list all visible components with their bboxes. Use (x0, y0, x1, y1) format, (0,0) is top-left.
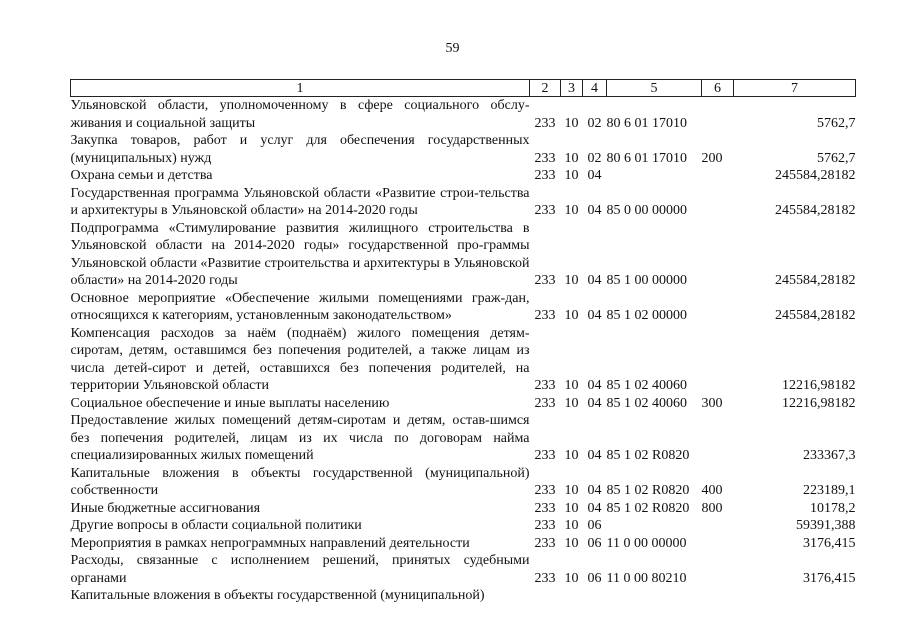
row-expense-type: 200 (701, 150, 723, 166)
row-section-code: 10 (564, 395, 579, 411)
row-amount (734, 587, 856, 605)
table-row (71, 465, 856, 500)
table-row (71, 517, 856, 535)
table-row (71, 535, 856, 553)
table-row (71, 220, 856, 290)
row-section-code: 10 (564, 150, 579, 166)
row-expense-type (702, 412, 734, 465)
row-target-code: 85 1 02 R0820 (606, 500, 690, 516)
table-row (71, 500, 856, 518)
row-section-code (561, 587, 583, 605)
header-col-3: 3 (561, 80, 583, 97)
table-row (71, 395, 856, 413)
row-description: Компенсация расходов за наём (поднаём) жилого помещения детям-сиротам, детям, оставшимся без попечения родителей, а также лицам из числа детей-сирот и детей, оставшихся без попечения родителей, на территории Ульяновской области (70, 325, 530, 393)
row-amount: 5762,7 (817, 150, 856, 166)
row-subsection-code: 04 (587, 395, 602, 411)
row-amount: 245584,28182 (775, 168, 856, 183)
header-col-7: 7 (734, 80, 856, 97)
row-expense-type: 400 (701, 483, 723, 498)
row-description: Мероприятия в рамках непрограммных направлений деятельности (70, 535, 470, 551)
row-description: Иные бюджетные ассигнования (70, 500, 261, 516)
row-expense-type (702, 97, 734, 133)
row-section-code: 10 (564, 168, 579, 183)
row-expense-type (702, 535, 734, 553)
row-amount: 223189,1 (803, 483, 856, 498)
row-section-code: 10 (564, 448, 579, 463)
row-description: Другие вопросы в области социальной политики (70, 518, 362, 533)
row-ministry-code: 233 (534, 150, 556, 166)
row-description: Подпрограмма «Стимулирование развития жилищного строительства в Ульяновской области на 2014-2020 годы» государственной про-граммы Ульяновской области «Развитие строительства и архитектуры в Ульяновской области» на 2014-2020 годы (70, 220, 530, 288)
row-target-code (607, 167, 702, 185)
row-expense-type: 300 (701, 395, 723, 411)
row-section-code: 10 (564, 535, 579, 551)
row-expense-type (702, 220, 734, 290)
row-ministry-code: 233 (534, 115, 556, 131)
row-ministry-code: 233 (534, 168, 556, 183)
row-expense-type (702, 552, 734, 587)
row-ministry-code (530, 587, 561, 605)
row-ministry-code: 233 (534, 203, 556, 218)
row-description: Государственная программа Ульяновской области «Развитие строи-тельства и архитектуры в Ульяновской области» на 2014-2020 годы (70, 185, 530, 218)
row-expense-type: 800 (701, 500, 723, 516)
row-ministry-code: 233 (534, 535, 556, 551)
row-target-code: 85 1 02 00000 (606, 308, 687, 323)
row-section-code: 10 (564, 518, 579, 533)
header-col-6: 6 (702, 80, 734, 97)
row-ministry-code: 233 (534, 483, 556, 498)
row-subsection-code: 06 (587, 518, 602, 533)
row-section-code: 10 (564, 483, 579, 498)
header-col-2: 2 (530, 80, 561, 97)
row-amount: 245584,28182 (775, 308, 856, 323)
table-header-row (71, 80, 856, 97)
row-section-code: 10 (564, 273, 579, 288)
row-description: Капитальные вложения в объекты государственной (муниципальной) собственности (70, 465, 530, 498)
header-col-4: 4 (583, 80, 607, 97)
table-row (71, 132, 856, 167)
row-subsection-code: 02 (587, 115, 602, 131)
row-section-code: 10 (564, 570, 579, 586)
row-expense-type (702, 325, 734, 395)
table-row (71, 290, 856, 325)
row-ministry-code: 233 (534, 273, 556, 288)
row-amount: 10178,2 (810, 500, 856, 516)
header-col-1: 1 (71, 80, 530, 97)
row-description: Охрана семьи и детства (70, 168, 213, 183)
row-expense-type (702, 185, 734, 220)
row-subsection-code: 02 (587, 150, 602, 166)
row-ministry-code: 233 (534, 448, 556, 463)
row-description: Ульяновской области, уполномоченному в сфере социального обслу-живания и социальной защиты (70, 98, 530, 131)
row-expense-type (702, 290, 734, 325)
row-target-code: 11 0 00 00000 (606, 535, 687, 551)
budget-table (70, 79, 856, 605)
row-target-code: 11 0 00 80210 (606, 570, 687, 586)
row-subsection-code: 06 (587, 570, 602, 586)
row-section-code: 10 (564, 500, 579, 516)
row-amount: 5762,7 (817, 115, 856, 131)
row-description: Закупка товаров, работ и услуг для обеспечения государственных (муниципальных) нужд (70, 133, 530, 166)
table-row (71, 587, 856, 605)
row-subsection-code: 04 (587, 308, 602, 323)
row-amount: 59391,388 (796, 518, 856, 533)
row-target-code: 85 1 00 00000 (606, 273, 687, 288)
row-ministry-code: 233 (534, 570, 556, 586)
row-expense-type (702, 587, 734, 605)
row-subsection-code: 04 (587, 273, 602, 288)
row-amount: 12216,98182 (782, 395, 856, 411)
row-ministry-code: 233 (534, 500, 556, 516)
row-section-code: 10 (564, 378, 579, 393)
table-row (71, 412, 856, 465)
row-amount: 12216,98182 (782, 378, 856, 393)
row-expense-type (702, 167, 734, 185)
row-target-code: 85 1 02 R0820 (606, 483, 690, 498)
row-expense-type (702, 517, 734, 535)
row-ministry-code: 233 (534, 518, 556, 533)
row-amount: 233367,3 (803, 448, 856, 463)
row-section-code: 10 (564, 308, 579, 323)
row-subsection-code: 04 (587, 483, 602, 498)
row-target-code: 80 6 01 17010 (606, 150, 687, 166)
header-col-5: 5 (607, 80, 702, 97)
row-description: Капитальные вложения в объекты государственной (муниципальной) (70, 588, 485, 603)
row-target-code (607, 587, 702, 605)
row-ministry-code: 233 (534, 308, 556, 323)
page-number: 59 (445, 41, 460, 56)
row-ministry-code: 233 (534, 395, 556, 411)
row-subsection-code: 04 (587, 168, 602, 183)
table-row (71, 325, 856, 395)
row-section-code: 10 (564, 115, 579, 131)
row-description: Предоставление жилых помещений детям-сиротам и детям, остав-шимся без попечения родителей, лицам из их числа по договорам найма специализированных жилых помещений (70, 413, 530, 463)
row-description: Социальное обеспечение и иные выплаты населению (70, 395, 390, 411)
table-row (71, 97, 856, 133)
table-row (71, 185, 856, 220)
row-amount: 245584,28182 (775, 203, 856, 218)
row-description: Расходы, связанные с исполнением решений, принятых судебными органами (70, 553, 530, 586)
row-target-code (607, 517, 702, 535)
row-subsection-code: 06 (587, 535, 602, 551)
row-ministry-code: 233 (534, 378, 556, 393)
row-amount: 3176,415 (803, 570, 856, 586)
row-subsection-code: 04 (587, 500, 602, 516)
row-target-code: 85 1 02 40060 (606, 378, 687, 393)
table-row (71, 167, 856, 185)
row-target-code: 85 1 02 R0820 (606, 448, 690, 463)
row-target-code: 85 1 02 40060 (606, 395, 687, 411)
row-description: Основное мероприятие «Обеспечение жилыми помещениями граж-дан, относящихся к категориям, установленным законодательством» (70, 290, 530, 323)
row-subsection-code: 04 (587, 378, 602, 393)
row-amount: 3176,415 (803, 535, 856, 551)
row-section-code: 10 (564, 203, 579, 218)
row-amount: 245584,28182 (775, 273, 856, 288)
row-subsection-code: 04 (587, 448, 602, 463)
row-subsection-code: 04 (587, 203, 602, 218)
row-target-code: 80 6 01 17010 (606, 115, 687, 131)
row-target-code: 85 0 00 00000 (606, 203, 687, 218)
table-row (71, 552, 856, 587)
row-subsection-code (583, 587, 607, 605)
